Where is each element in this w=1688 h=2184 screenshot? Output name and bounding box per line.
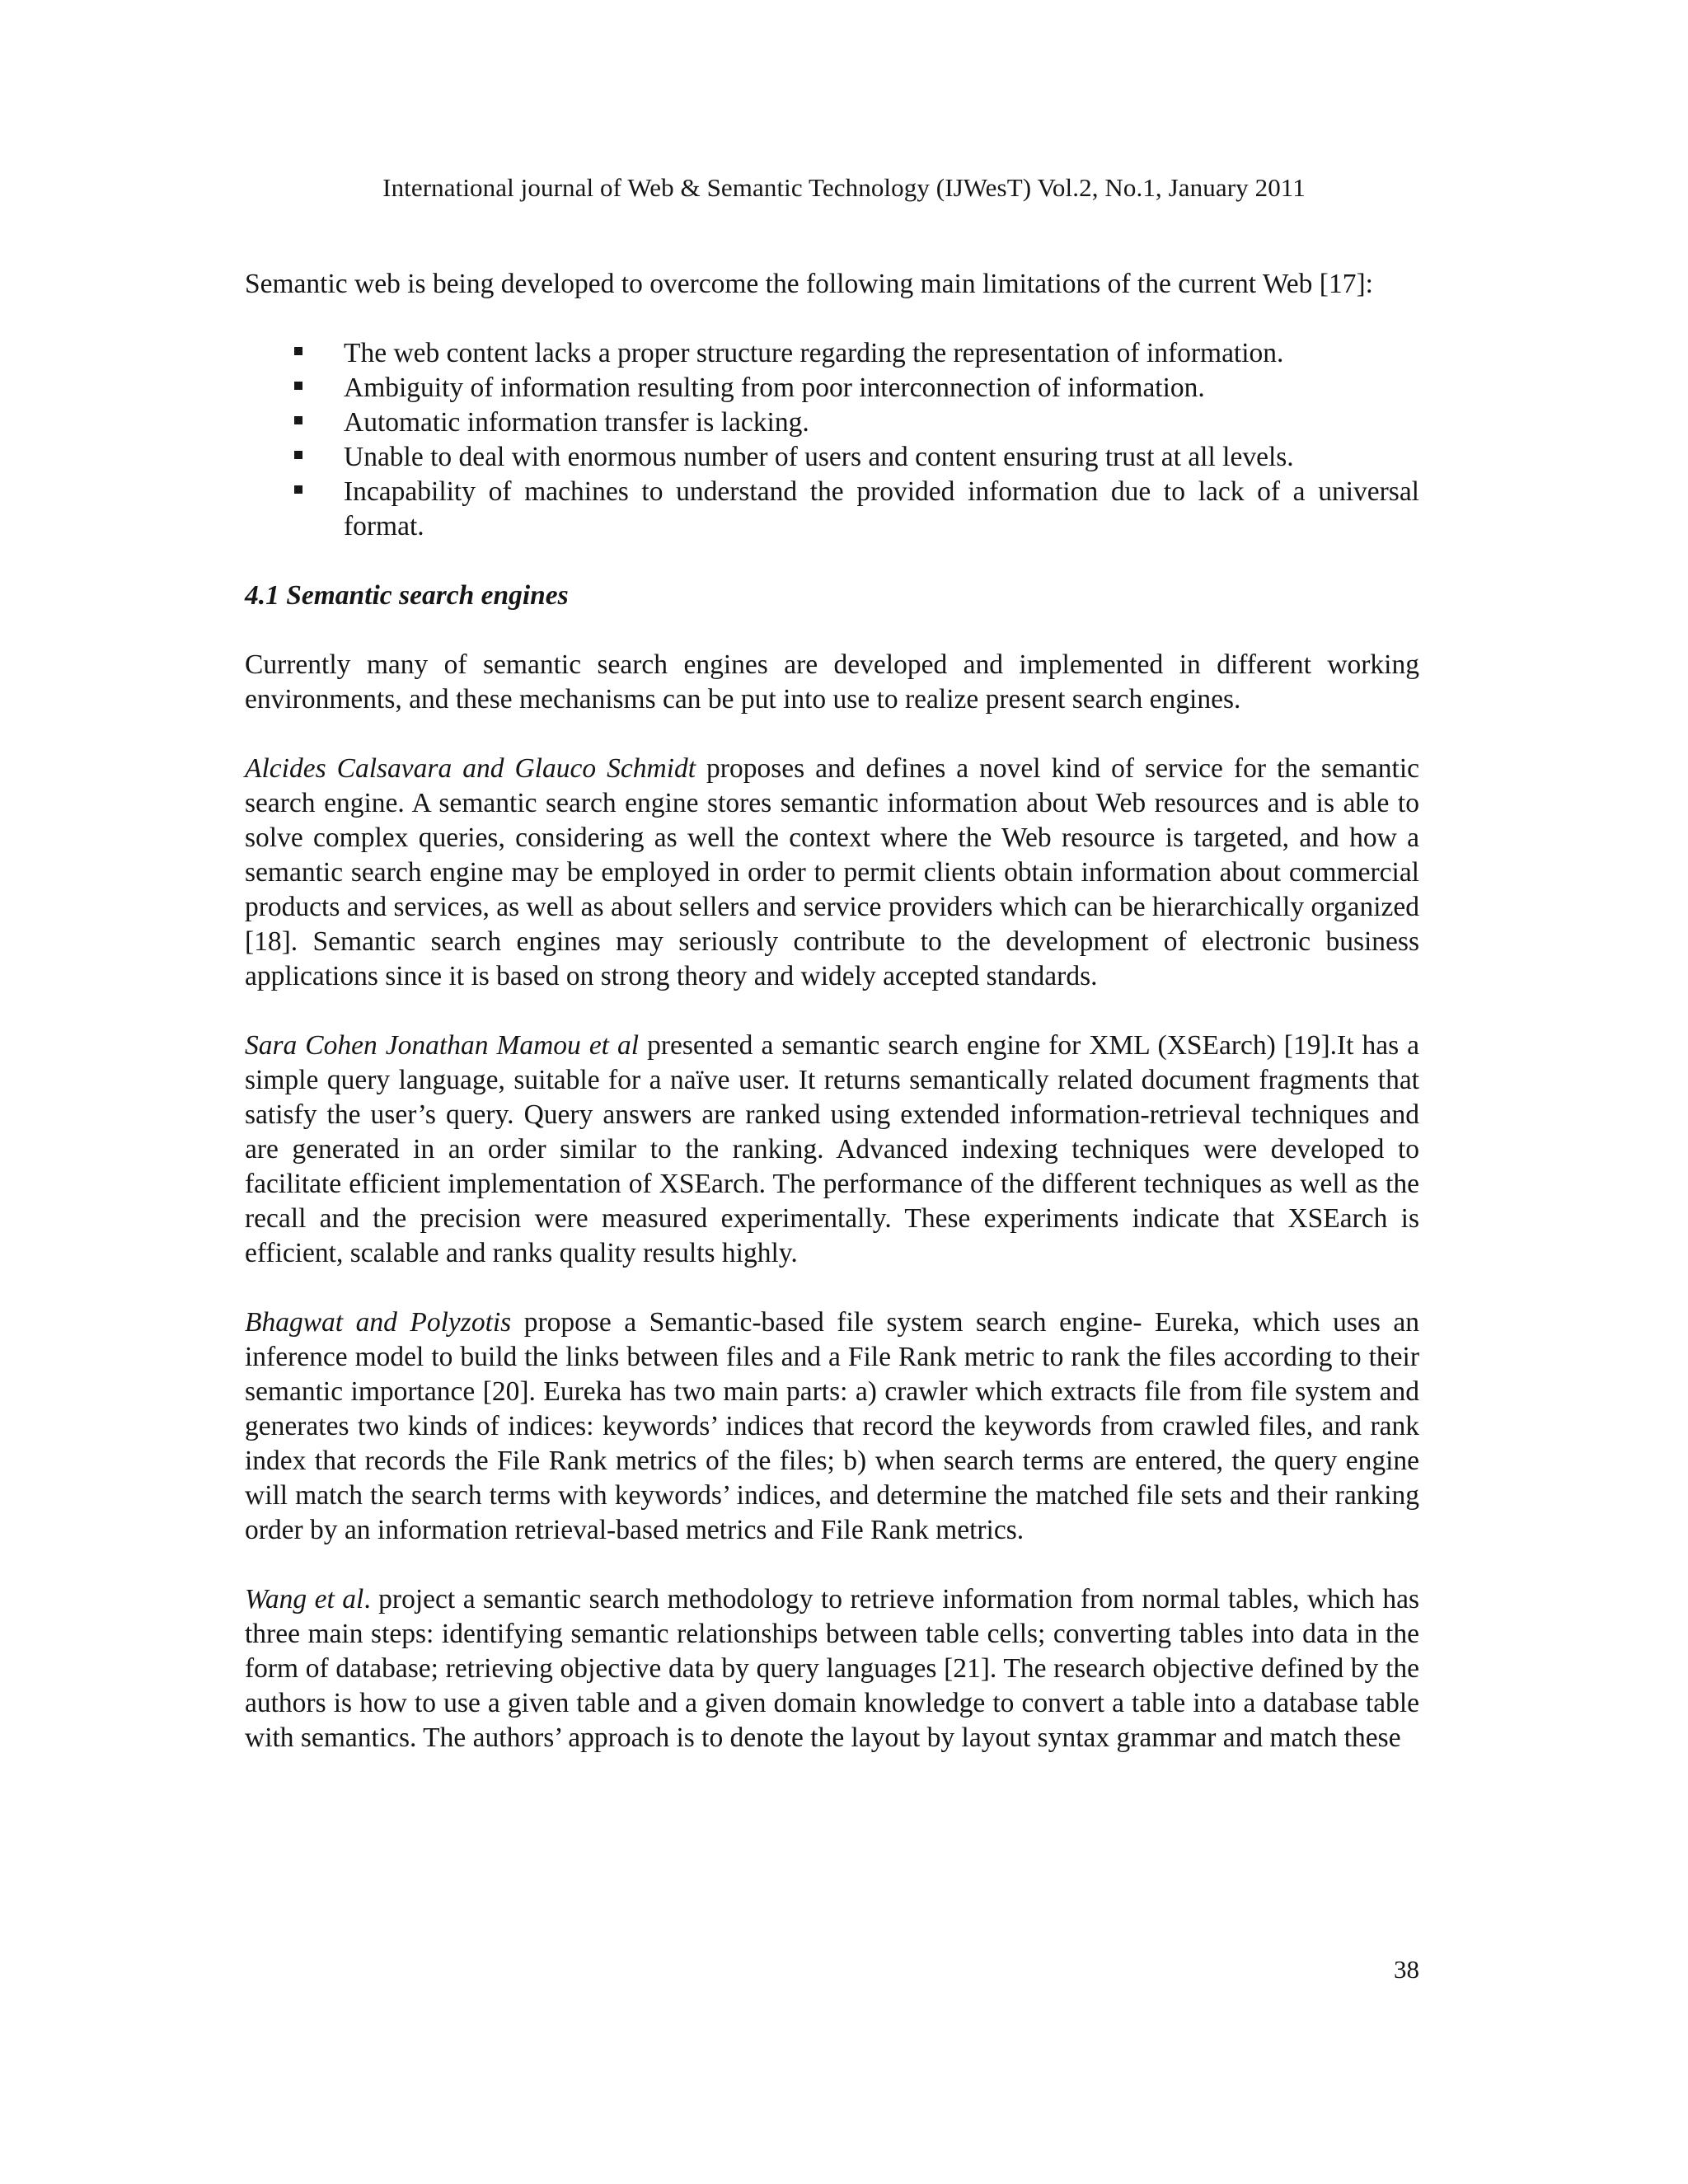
list-item-text: Automatic information transfer is lacking. [344, 407, 809, 438]
list-item-text: Unable to deal with enormous number of users and content ensuring trust at all levels. [344, 442, 1294, 472]
square-bullet-icon [294, 451, 302, 459]
list-item [245, 336, 1419, 371]
list-item [245, 440, 1419, 475]
square-bullet-icon [294, 485, 302, 494]
paragraph-bhagwat [245, 1305, 1419, 1548]
author-names: Wang et al [245, 1584, 364, 1615]
limitations-list [245, 336, 1419, 544]
paragraph-wang [245, 1582, 1419, 1755]
author-names: Bhagwat and Polyzotis [245, 1307, 512, 1338]
paragraph-text: . project a semantic search methodology to retrieve information from normal tables, which has three main steps: identifying semantic relationships between table cells; converting tables into data in the form of database; retrieving objective data by query languages [21]. The research objective defined by the authors is how to use a given table and a given domain knowledge to convert a table into a database table with semantics. The authors’ approach is to denote the layout by layout syntax grammar and match these [245, 1584, 1419, 1753]
square-bullet-icon [294, 416, 302, 424]
list-item-text: The web content lacks a proper structure regarding the representation of information. [344, 338, 1284, 368]
page-body [245, 267, 1419, 1790]
running-header: International journal of Web & Semantic Technology (IJWesT) Vol.2, No.1, January 2011 [382, 173, 1306, 202]
intro-paragraph: Semantic web is being developed to overcome the following main limitations of the current Web [17]: [245, 269, 1373, 299]
list-item-text: Ambiguity of information resulting from poor interconnection of information. [344, 373, 1205, 403]
author-names: Sara Cohen Jonathan Mamou et al [245, 1030, 640, 1061]
list-item-text: Incapability of machines to understand the provided information due to lack of a universal format. [344, 476, 1419, 541]
author-names: Alcides Calsavara and Glauco Schmidt [245, 753, 696, 784]
paragraph-cohen [245, 1029, 1419, 1271]
paragraph-text: propose a Semantic-based file system search engine- Eureka, which uses an inference model to build the links between files and a File Rank metric to rank the files according to their semantic importance [20]. Eureka has two main parts: a) crawler which extracts file from file system and generates two kinds of indices: keywords’ indices that record the keywords from crawled files, and rank index that records the File Rank metrics of the files; b) when search terms are entered, the query engine will match the search terms with keywords’ indices, and determine the matched file sets and their ranking order by an information retrieval-based metrics and File Rank metrics. [245, 1307, 1419, 1545]
section-heading: 4.1 Semantic search engines [245, 580, 569, 611]
list-item [245, 405, 1419, 440]
page-number: 38 [1394, 1955, 1419, 1984]
square-bullet-icon [294, 347, 302, 355]
paragraph-overview: Currently many of semantic search engines are developed and implemented in different working environments, and these mechanisms can be put into use to realize present search engines. [245, 649, 1419, 715]
square-bullet-icon [294, 382, 302, 390]
list-item [245, 371, 1419, 405]
paragraph-text: proposes and defines a novel kind of service for the semantic search engine. A semantic search engine stores semantic information about Web resources and is able to solve complex queries, considering as well the context where the Web resource is targeted, and how a semantic search engine may be employed in order to permit clients obtain information about commercial products and services, as well as about sellers and service providers which can be hierarchically organized [18]. Semantic search engines may seriously contribute to the development of electronic business applications since it is based on strong theory and widely accepted standards. [245, 753, 1419, 991]
paragraph-text: presented a semantic search engine for XML (XSEarch) [19].It has a simple query language, suitable for a naïve user. It returns semantically related document fragments that satisfy the user’s query. Query answers are ranked using extended information-retrieval techniques and are generated in an order similar to the ranking. Advanced indexing techniques were developed to facilitate efficient implementation of XSEarch. The performance of the different techniques as well as the recall and the precision were measured experimentally. These experiments indicate that XSEarch is efficient, scalable and ranks quality results highly. [245, 1030, 1419, 1268]
paragraph-calsavara [245, 752, 1419, 994]
list-item [245, 475, 1419, 544]
